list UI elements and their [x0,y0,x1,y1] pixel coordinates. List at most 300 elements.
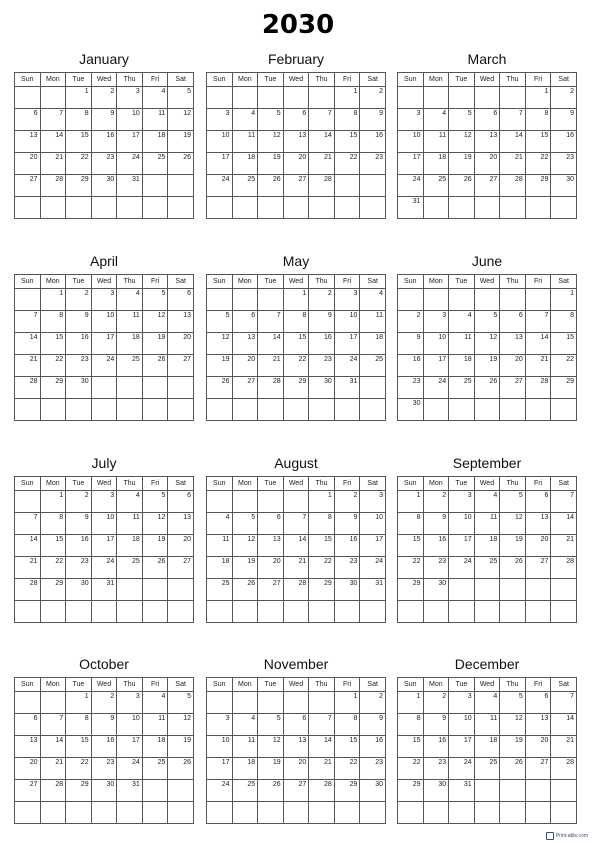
day-cell: 9 [66,311,92,333]
day-cell: 29 [398,579,424,601]
weekday-header-row [207,275,386,289]
month-september [397,452,577,623]
day-cell: 21 [309,758,335,780]
day-cell: 10 [207,131,233,153]
day-cell: 25 [474,758,500,780]
day-cell [168,601,194,623]
week-row [15,377,194,399]
day-cell: 28 [40,175,66,197]
day-cell [525,289,551,311]
month-title: January [79,51,129,67]
day-cell: 21 [500,153,526,175]
day-cell: 29 [66,175,92,197]
week-row [207,175,386,197]
weekday-header: Mon [232,477,258,491]
day-cell: 25 [232,780,258,802]
day-cell: 21 [40,758,66,780]
day-cell: 2 [423,491,449,513]
day-cell: 9 [91,714,117,736]
day-cell [15,491,41,513]
day-cell: 15 [525,131,551,153]
day-cell: 11 [474,714,500,736]
week-row [15,311,194,333]
day-cell [283,399,309,421]
day-cell: 24 [91,355,117,377]
day-cell: 5 [142,289,168,311]
day-cell: 14 [40,736,66,758]
week-row [398,289,577,311]
weekday-header: Mon [232,275,258,289]
month-october [14,653,194,824]
day-cell: 11 [207,535,233,557]
day-cell: 25 [449,377,475,399]
weekday-header: Mon [40,275,66,289]
weekday-header: Wed [283,678,309,692]
day-cell: 30 [360,780,386,802]
weekday-header: Mon [40,678,66,692]
weekday-header: Sun [398,275,424,289]
weekday-header-row [398,477,577,491]
day-cell [283,802,309,824]
week-row [398,153,577,175]
day-cell: 12 [474,333,500,355]
weekday-header: Sat [168,275,194,289]
month-table [397,274,577,421]
day-cell [258,692,284,714]
day-cell: 11 [232,131,258,153]
day-cell [449,802,475,824]
day-cell [474,399,500,421]
day-cell: 24 [117,153,143,175]
footer-logo-text: Print-able.com [555,833,588,839]
week-row [15,153,194,175]
day-cell: 8 [334,109,360,131]
day-cell: 29 [66,780,92,802]
day-cell: 22 [66,153,92,175]
day-cell: 13 [283,131,309,153]
day-cell: 30 [398,399,424,421]
day-cell: 23 [309,355,335,377]
month-title: July [91,455,117,471]
year-title: 2030 [261,10,335,40]
week-row [398,377,577,399]
month-table [206,72,386,219]
day-cell: 11 [142,109,168,131]
day-cell: 4 [423,109,449,131]
day-cell: 9 [398,333,424,355]
day-cell: 2 [423,692,449,714]
day-cell: 2 [360,87,386,109]
day-cell: 8 [525,109,551,131]
day-cell: 23 [334,557,360,579]
month-table [206,476,386,623]
weekday-header: Sun [398,73,424,87]
day-cell [309,87,335,109]
day-cell: 30 [91,780,117,802]
day-cell: 21 [309,153,335,175]
week-row [207,355,386,377]
weekday-header: Tue [449,73,475,87]
week-row [398,714,577,736]
weekday-header: Wed [91,275,117,289]
day-cell: 11 [232,736,258,758]
day-cell: 24 [423,377,449,399]
week-row [398,692,577,714]
day-cell: 23 [66,355,92,377]
month-title: April [89,253,118,269]
day-cell: 22 [551,355,577,377]
weekday-header: Fri [142,73,168,87]
day-cell: 18 [232,153,258,175]
day-cell: 19 [474,355,500,377]
day-cell: 9 [66,513,92,535]
day-cell: 17 [91,535,117,557]
day-cell [500,197,526,219]
day-cell: 17 [207,153,233,175]
day-cell: 5 [168,692,194,714]
day-cell: 9 [360,714,386,736]
weekday-header: Sun [207,477,233,491]
day-cell: 16 [423,736,449,758]
day-cell [423,802,449,824]
day-cell: 13 [474,131,500,153]
weekday-header: Fri [525,275,551,289]
day-cell: 20 [283,153,309,175]
weekday-header: Mon [423,477,449,491]
day-cell: 27 [525,758,551,780]
day-cell: 31 [91,579,117,601]
day-cell: 4 [117,289,143,311]
weekday-header: Sat [168,678,194,692]
day-cell: 20 [525,535,551,557]
day-cell: 15 [40,535,66,557]
day-cell: 15 [66,736,92,758]
day-cell [232,399,258,421]
day-cell: 11 [449,333,475,355]
week-row [15,491,194,513]
day-cell: 18 [474,535,500,557]
day-cell [168,377,194,399]
week-row [398,557,577,579]
weekday-header: Sun [15,678,41,692]
day-cell: 29 [283,377,309,399]
day-cell [360,802,386,824]
day-cell [500,87,526,109]
weekday-header: Wed [474,477,500,491]
day-cell: 22 [40,557,66,579]
day-cell: 16 [66,333,92,355]
weekday-header: Thu [500,275,526,289]
week-row [207,491,386,513]
day-cell: 31 [398,197,424,219]
weekday-header: Sat [360,678,386,692]
day-cell: 1 [334,692,360,714]
weekday-header-row [15,678,194,692]
day-cell [525,579,551,601]
day-cell: 16 [309,333,335,355]
day-cell: 14 [15,535,41,557]
day-cell: 11 [117,311,143,333]
day-cell: 8 [40,311,66,333]
week-row [398,601,577,623]
day-cell: 19 [142,535,168,557]
day-cell: 8 [398,714,424,736]
day-cell: 19 [168,736,194,758]
month-december [397,653,577,824]
week-row [207,513,386,535]
weekday-header: Fri [142,477,168,491]
day-cell: 1 [66,87,92,109]
day-cell: 19 [142,333,168,355]
weekday-header: Thu [117,275,143,289]
weekday-header: Thu [117,678,143,692]
day-cell: 25 [117,355,143,377]
day-cell [168,175,194,197]
day-cell: 29 [551,377,577,399]
day-cell [500,780,526,802]
day-cell: 19 [258,758,284,780]
day-cell: 28 [258,377,284,399]
week-row [15,535,194,557]
day-cell [283,491,309,513]
day-cell: 20 [500,355,526,377]
day-cell [309,197,335,219]
day-cell [258,197,284,219]
day-cell: 9 [551,109,577,131]
weekday-header: Fri [334,678,360,692]
week-row [15,399,194,421]
day-cell: 1 [398,692,424,714]
day-cell: 3 [91,289,117,311]
day-cell: 8 [66,109,92,131]
day-cell [525,197,551,219]
week-row [207,758,386,780]
day-cell: 28 [15,579,41,601]
day-cell: 28 [15,377,41,399]
day-cell [40,197,66,219]
footer-logo [546,832,588,840]
day-cell: 26 [142,355,168,377]
day-cell: 14 [283,535,309,557]
weekday-header: Wed [91,678,117,692]
week-row [207,197,386,219]
week-row [207,535,386,557]
week-row [398,109,577,131]
day-cell: 15 [309,535,335,557]
day-cell: 7 [15,311,41,333]
day-cell [142,197,168,219]
day-cell [474,802,500,824]
weekday-header: Fri [334,275,360,289]
week-row [207,153,386,175]
day-cell: 10 [449,714,475,736]
day-cell [232,197,258,219]
day-cell [168,780,194,802]
weekday-header: Tue [66,477,92,491]
day-cell: 14 [551,513,577,535]
day-cell [551,399,577,421]
day-cell: 30 [309,377,335,399]
day-cell: 24 [117,758,143,780]
weekday-header: Sat [360,73,386,87]
day-cell: 18 [232,758,258,780]
weekday-header: Sat [360,477,386,491]
day-cell [142,399,168,421]
day-cell [207,289,233,311]
day-cell: 12 [449,131,475,153]
day-cell: 10 [423,333,449,355]
day-cell [258,491,284,513]
day-cell: 18 [117,333,143,355]
day-cell [40,802,66,824]
day-cell [283,601,309,623]
day-cell: 20 [168,535,194,557]
week-row [398,197,577,219]
day-cell: 22 [283,355,309,377]
day-cell: 25 [117,557,143,579]
day-cell [423,601,449,623]
day-cell [309,601,335,623]
day-cell [117,601,143,623]
day-cell: 18 [474,736,500,758]
day-cell: 9 [360,109,386,131]
day-cell: 20 [15,153,41,175]
day-cell: 23 [91,153,117,175]
week-row [15,557,194,579]
week-row [15,780,194,802]
day-cell: 15 [551,333,577,355]
month-title: December [454,656,520,672]
day-cell: 14 [525,333,551,355]
day-cell [40,601,66,623]
day-cell: 31 [334,377,360,399]
day-cell: 9 [423,513,449,535]
day-cell: 26 [258,780,284,802]
weekday-header: Tue [258,477,284,491]
day-cell: 7 [309,109,335,131]
day-cell: 6 [474,109,500,131]
weekday-header: Thu [500,477,526,491]
week-row [207,377,386,399]
day-cell [474,289,500,311]
day-cell [207,399,233,421]
day-cell: 31 [449,780,475,802]
day-cell [500,802,526,824]
day-cell: 10 [117,714,143,736]
day-cell: 19 [168,131,194,153]
day-cell: 1 [398,491,424,513]
day-cell: 3 [449,692,475,714]
day-cell: 23 [551,153,577,175]
weekday-header: Sun [207,678,233,692]
weekday-header: Wed [283,477,309,491]
day-cell: 30 [91,175,117,197]
month-march [397,48,577,219]
weekday-header: Fri [334,73,360,87]
week-row [398,491,577,513]
day-cell: 12 [168,714,194,736]
day-cell: 24 [360,557,386,579]
day-cell: 23 [398,377,424,399]
day-cell [474,197,500,219]
day-cell: 29 [334,780,360,802]
weekday-header: Sat [168,477,194,491]
day-cell [283,87,309,109]
day-cell: 10 [91,311,117,333]
day-cell: 12 [500,513,526,535]
week-row [207,714,386,736]
day-cell: 17 [398,153,424,175]
day-cell: 2 [551,87,577,109]
day-cell: 10 [449,513,475,535]
weekday-header: Thu [500,678,526,692]
weekday-header: Wed [91,73,117,87]
day-cell: 25 [423,175,449,197]
weekday-header: Fri [334,477,360,491]
week-row [207,87,386,109]
day-cell: 16 [334,535,360,557]
month-title: March [467,51,507,67]
weekday-header: Tue [66,275,92,289]
day-cell: 4 [232,714,258,736]
day-cell: 21 [551,736,577,758]
day-cell: 14 [500,131,526,153]
day-cell: 24 [398,175,424,197]
day-cell: 6 [525,491,551,513]
day-cell: 26 [142,557,168,579]
day-cell: 5 [258,109,284,131]
weekday-header: Sat [551,678,577,692]
day-cell: 6 [168,491,194,513]
weekday-header: Fri [142,275,168,289]
day-cell [232,692,258,714]
day-cell: 2 [360,692,386,714]
day-cell [15,399,41,421]
day-cell: 13 [15,131,41,153]
day-cell: 15 [66,131,92,153]
day-cell [500,289,526,311]
week-row [15,355,194,377]
weekday-header: Fri [525,678,551,692]
weekday-header: Thu [309,678,335,692]
day-cell: 17 [423,355,449,377]
day-cell: 20 [258,557,284,579]
day-cell [232,491,258,513]
month-table [206,274,386,421]
weekday-header: Mon [423,275,449,289]
day-cell [283,692,309,714]
day-cell: 13 [258,535,284,557]
day-cell: 19 [232,557,258,579]
day-cell: 23 [360,153,386,175]
day-cell: 19 [258,153,284,175]
month-june [397,250,577,421]
day-cell: 8 [398,513,424,535]
day-cell: 9 [91,109,117,131]
month-title: September [452,455,522,471]
weekday-header: Sat [551,477,577,491]
day-cell: 9 [423,714,449,736]
day-cell: 8 [551,311,577,333]
day-cell [449,87,475,109]
month-table [206,677,386,824]
week-row [398,579,577,601]
day-cell: 7 [551,491,577,513]
weekday-header: Sun [398,477,424,491]
day-cell: 5 [168,87,194,109]
weekday-header-row [15,477,194,491]
day-cell: 4 [474,491,500,513]
